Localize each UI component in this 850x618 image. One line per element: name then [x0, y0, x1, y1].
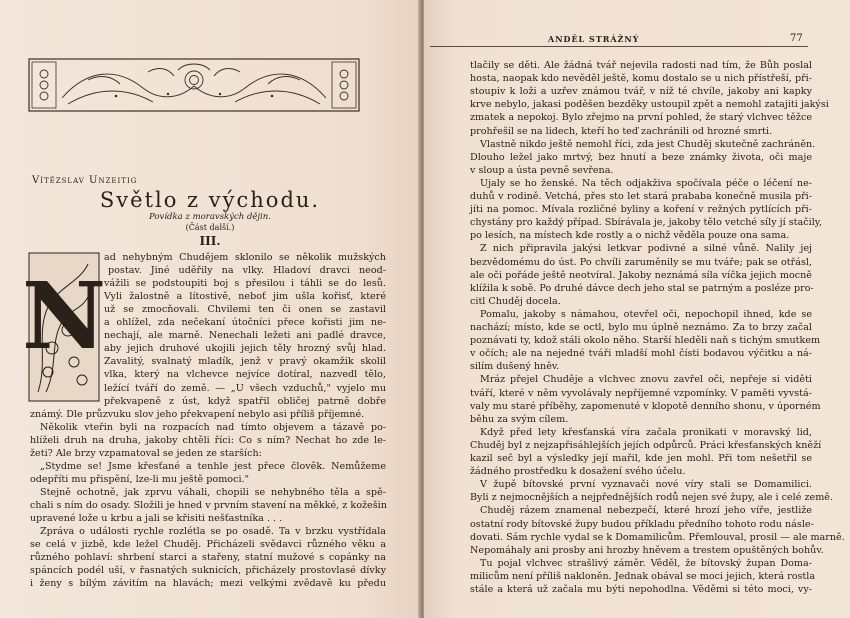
text-line: stále a která už začala mu býti nepohodlna. Věděmi si této moci, vy- — [470, 584, 812, 595]
header-rule — [430, 46, 808, 47]
page-number: 77 — [790, 33, 803, 44]
initial-glyph: N — [21, 262, 107, 370]
text-line: a ohlížel, zda nečekaní útočníci přece kořisti jim ne- — [104, 317, 386, 329]
text-line: citl Chuděj docela. — [470, 295, 561, 307]
text-line: v očích; ale na nejedné tváři mladší mohl čísti bodavou výčitku a ná- — [470, 348, 812, 360]
text-line: klížila k sobě. Po druhé dávce dech jeho stal se patrným a posléze pro- — [470, 282, 814, 294]
text-line: Pomalu, jakoby s námahou, otevřel oči, nepochopil ihned, kde se — [480, 308, 812, 320]
text-line: Zpráva o události rychle rozlétla se po osadě. Ta v brzku vystřídala — [40, 526, 386, 538]
text-line: známý. Dle průzvuku slov jeho překvapení nebylo asi příliš příjemné. — [30, 408, 365, 420]
text-line: „Stydme se! Jsme křesťané a tenhle jest přece člověk. Nemůžeme — [40, 460, 386, 472]
decorative-initial-letter — [21, 252, 107, 402]
text-line: běhu za svým cílem. — [470, 413, 569, 425]
text-line: kazil seč byl a výsledky její mařil, kde jen mohl. Při tom nešetřil se — [470, 453, 812, 464]
text-line: prohřešil se na lidech, kteří ho teď zachránili od hrozné smrti. — [470, 125, 773, 137]
text-line: ležící tváří do země. — „U všech vzduchů," vyjelo mu — [104, 382, 386, 394]
text-line: krve nebylo, jakasi poděšen bezděky ustoupil zpět a nemohl zatajiti jakýsi — [470, 99, 829, 111]
text-line: zmatek a nepokoj. Bylo zřejmo na první pohled, že starý vlchvec těžce — [470, 112, 812, 124]
text-line: Chuděj rázem znamenal nebezpečí, které hrozí jeho víře, jestliže — [480, 505, 812, 517]
text-line: Vyli žalostně a lítostivě, neboť jim ušla kořisť, které — [104, 291, 386, 303]
story-title: Světlo z východu. — [99, 188, 321, 212]
text-line: aby jejich druhové ukojili jejich těly hrozný svůj hlad. — [104, 343, 386, 355]
text-line: Ujaly se ho ženské. Na těch odjakživa spočívala péče o léčení ne- — [480, 177, 812, 189]
text-line: Stejně ochotně, jak zprvu váhali, chopili se nehybného těla a spě- — [40, 486, 386, 498]
text-line: duhů v rodině. Vetchá, přes sto let stará prababa konečně musila při- — [470, 191, 812, 202]
text-line: nachází; místo, kde se octl, bylo mu úplně neznámo. Za to brzy začal — [470, 322, 812, 333]
text-line: Z nich připravila jakýsi letkvar podivné a silné vůně. Nalily jej — [480, 243, 812, 255]
text-line: Vlastně nikdo ještě nemohl říci, zda jest Chuděj skutečně zachráněn. — [480, 138, 816, 150]
text-line: Zavalitý, svalnatý mladík, jenž v pravý okamžik skolil — [104, 356, 386, 368]
text-line: hlíželi druh na druha, jakoby chtěli říci: Co s ním? Nechat ho zde le- — [30, 434, 386, 446]
text-line: jíti na pomoc. Mívala rozličné byliny a koření v režných pytlících při- — [470, 204, 812, 216]
text-line: valy mu staré příběhy, zapomenuté v klopotě denního shonu, v úporném — [470, 400, 821, 412]
text-line: Nepomáhaly ani prosby ani hrozby hněvem a trestem opuštěných bohův. — [470, 544, 824, 556]
text-line: chystány pro každý případ. Sbírávala je, jakoby tělo vetché síly jí stačily, — [470, 217, 822, 229]
text-line: bezvědomému do úst. Po chvíli zaruměnily se mu tváře; pak se otřásl, — [470, 256, 812, 268]
text-line: ad nehybným Chudějem sklonilo se několik mužských — [104, 252, 386, 263]
text-line: ostatní rody bítovské župy budou příkladu předního tohoto rodu násle- — [470, 518, 814, 530]
text-line: překvapeně z úst, když spatřil obličej patrně dobře — [104, 395, 386, 407]
running-head: ANDĚL STRÁŽNÝ — [548, 34, 640, 44]
chapter-number: III. — [199, 234, 221, 248]
text-line: poznávati ty, kdož stáli okolo něho. Starší hleděli naň s tichým smutkem — [470, 335, 821, 347]
text-line: i ženy s bílým závitím na hlavách; mezi velkými zvědavě ku předu — [30, 578, 386, 590]
text-line: žeti? Ale brzy vzpamatoval se jeden ze starších: — [30, 447, 262, 459]
text-line: vážili se podstoupiti boj s přesilou i táhli se do lesů. — [104, 278, 386, 290]
text-line: postav. Jiné uděřily na vlky. Hladoví dravci neod- — [108, 265, 386, 277]
text-line: spáncích podél uší, v řasnatých suknicích, přicházely prostovlasé dívky — [30, 565, 386, 577]
text-line: už se zmocňovali. Chvilemi ten či onen se zastavil — [104, 304, 386, 316]
text-line: nechají, ale marně. Nenechali ležeti ani padlé dravce, — [104, 330, 386, 342]
text-line: V župě bítovské první vyznavači nové víry stali se Domamilici. — [480, 479, 812, 491]
text-line: tváří, které v něm vyvolávaly nepříjemné vzpomínky. V paměti vyvstá- — [470, 387, 812, 399]
story-subtitle: Povídka z moravských dějin. — [149, 212, 271, 222]
text-line: Chuděj byl z nejzapřisáhlejších jejích odpůrců. Práci křesťanských kněží — [470, 439, 822, 451]
text-line: dovati. Sám rychle vydal se k Domamilicům. Přemlouval, prosil — ale marně. — [470, 531, 845, 543]
text-line: hosta, naopak kdo nevěděl ještě, komu dostalo se u nich přístřeší, při- — [470, 73, 812, 85]
text-line: Když před lety křesťanská víra začala pronikati v moravský lid, — [480, 426, 812, 438]
text-line: milicům není příliš nakloněn. Jednak obával se moci jejich, která rostla — [470, 570, 816, 582]
continuation-note: (Část další.) — [185, 223, 235, 232]
text-line: žádného prostředku k dosažení svého účelu. — [470, 466, 686, 478]
ornamental-header-illustration — [28, 58, 360, 112]
text-line: stoupiv k loži a uzřev známou tvář, v níž té chvíle, jakoby ani kapky — [470, 86, 812, 98]
text-line: Tu pojal vlchvec strašlivý záměr. Věděl, že bítovský župan Doma- — [480, 557, 812, 569]
text-line: Byli z nejmocnějších a nejpřednějších rodů nejen své župy, ale i celé země. — [470, 492, 834, 504]
text-line: Dlouho ležel jako mrtvý, bez hnutí a beze známky života, oči maje — [470, 151, 812, 163]
right-page — [424, 0, 850, 618]
text-line: se celá v jizbě, kde ležel Chuděj. Přicházeli svědavci různého věku a — [30, 539, 386, 551]
text-line: silím dušený hněv. — [470, 361, 560, 373]
text-line: ale oči pořáde ještě neotvíral. Jakoby neznámá síla víčka jejich mocně — [470, 269, 812, 281]
text-line: Mráz přejel Chuděje a vlchvec znovu zavřel oči, nepřeje si viděti — [480, 374, 812, 386]
left-page — [0, 0, 420, 618]
text-line: v sloup a ústa pevně sevřena. — [470, 164, 614, 176]
text-line: po lesích, na místech kde rostly a o nichž věděla pouze ona sama. — [470, 230, 790, 242]
text-line: odepříti mu přispění, lze-li mu ještě pomoci." — [30, 473, 249, 485]
text-line: upravené lože u krbu a jali se křisiti nešťastníka . . . — [30, 513, 283, 524]
text-line: různého pohlaví: shrbení starci a stařeny, statní mužové s copánky na — [30, 552, 386, 564]
author-name: Vítězslav Unzeitig — [32, 175, 138, 186]
text-line: vlka, který na vlchevce nejvíce dotíral, nazvedl tělo, — [104, 369, 386, 381]
text-line: tlačily se děti. Ale žádná tvář nejevila radosti nad tím, že Bůh poslal — [470, 60, 812, 71]
text-line: chali s ním do osady. Složili je hned v prvním stavení na měkké, z kožešin — [30, 499, 387, 511]
text-line: Několik vteřin byli na rozpacích nad tímto objevem a tázavě po- — [40, 421, 386, 433]
